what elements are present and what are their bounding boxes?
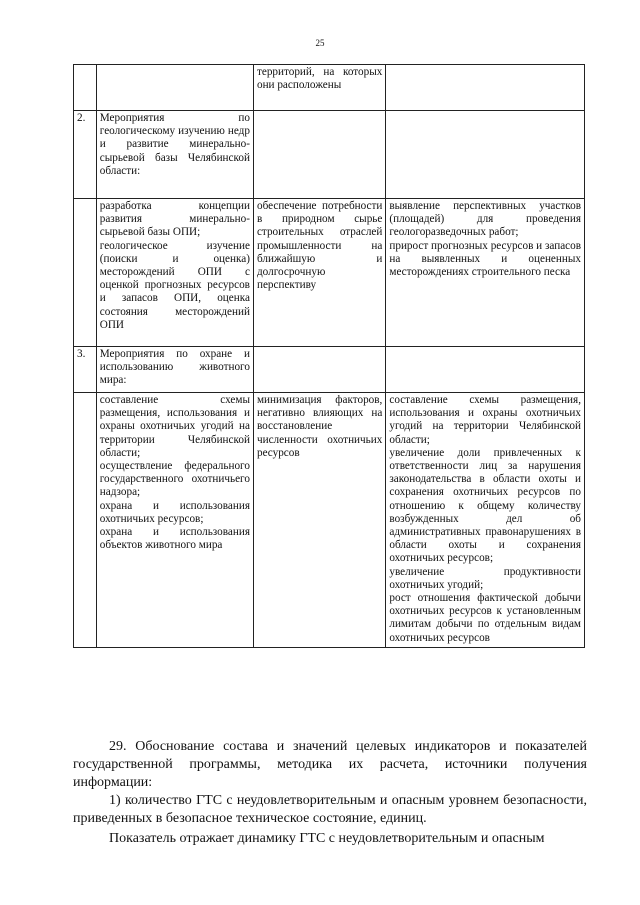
measure-cell <box>96 111 253 199</box>
goal-cell <box>253 347 385 393</box>
row-number-cell <box>74 65 97 111</box>
table-row <box>74 65 585 111</box>
measure-text: составление схемы размещения, использования и охраны охотничьих угодий на территории Челябинской области; осуществление федерального государственного охотничьего надзора; охрана и использования охотничьих ресурсов; охрана и использования объектов животного мира <box>99 394 250 552</box>
row-number-cell: 2. <box>74 111 97 199</box>
goal-cell <box>253 393 385 648</box>
result-text: составление схемы размещения, использования и охраны охотничьих угодий на территории Челябинской области; увеличение доли привлеченных к ответственности лиц за нарушения законодательства в области охоты и сохранения охотничьих ресурсов по отношению к общему количеству возбужденных дел об административных правонарушениях в области охоты и сохранения охотничьих ресурсов; увеличение продуктивности охотничьих угодий; рост отношения фактической добычи охотничьих ресурсов к установленным лимитам добычи по отдельным видам охотничьих ресурсов <box>389 394 581 644</box>
goal-text: минимизация факторов, негативно влияющих на восстановление численности охотничьих ресурсов <box>256 394 383 459</box>
measure-text: Мероприятия по геологическому изучению недр и развитие минерально-сырьевой базы Челябинской области: <box>99 112 250 177</box>
table-row <box>74 347 585 393</box>
goal-cell <box>253 111 385 199</box>
table-row <box>74 111 585 199</box>
measure-cell <box>96 199 253 347</box>
row-number-cell <box>74 393 97 648</box>
section-29-paragraph: 29. Обоснование состава и значений целевых индикаторов и показателей государственной программы, методика их расчета, источники получения информации: <box>73 739 587 790</box>
measure-cell <box>96 393 253 648</box>
result-cell <box>386 111 585 199</box>
goal-cell <box>253 65 385 111</box>
table-row <box>74 199 585 347</box>
result-cell <box>386 393 585 648</box>
result-cell <box>386 347 585 393</box>
result-cell <box>386 65 585 111</box>
table-row <box>74 393 585 648</box>
goal-text: территорий, на которых они расположены <box>256 66 383 92</box>
measure-cell <box>96 65 253 111</box>
measure-cell <box>96 347 253 393</box>
indicator-1-paragraph: 1) количество ГТС с неудовлетворительным и опасным уровнем безопасности, приведенных в безопасное техническое состояние, единиц. <box>73 793 587 826</box>
row-number-cell <box>74 199 97 347</box>
row-number-cell: 3. <box>74 347 97 393</box>
measure-text: разработка концепции развития минерально-сырьевой базы ОПИ; геологическое изучение (поиски и оценка) месторождений ОПИ с оценкой прогнозных ресурсов и запасов ОПИ, оценка состояния месторождений ОПИ <box>99 200 250 331</box>
result-cell <box>386 199 585 347</box>
measure-text: Мероприятия по охране и использованию животного мира: <box>99 348 250 387</box>
page-number: 25 <box>315 38 325 48</box>
goal-text: обеспечение потребности в природном сырье строительных отраслей промышленности на ближайшую и долгосрочную перспективу <box>256 200 383 292</box>
indicator-description-paragraph: Показатель отражает динамику ГТС с неудовлетворительным и опасным <box>109 831 545 846</box>
goal-cell <box>253 199 385 347</box>
result-text: выявление перспективных участков (площадей) для проведения геологоразведочных работ; прирост прогнозных ресурсов и запасов на выявленных и оцененных месторождениях строительного песка <box>389 200 582 279</box>
measures-table <box>73 64 585 648</box>
